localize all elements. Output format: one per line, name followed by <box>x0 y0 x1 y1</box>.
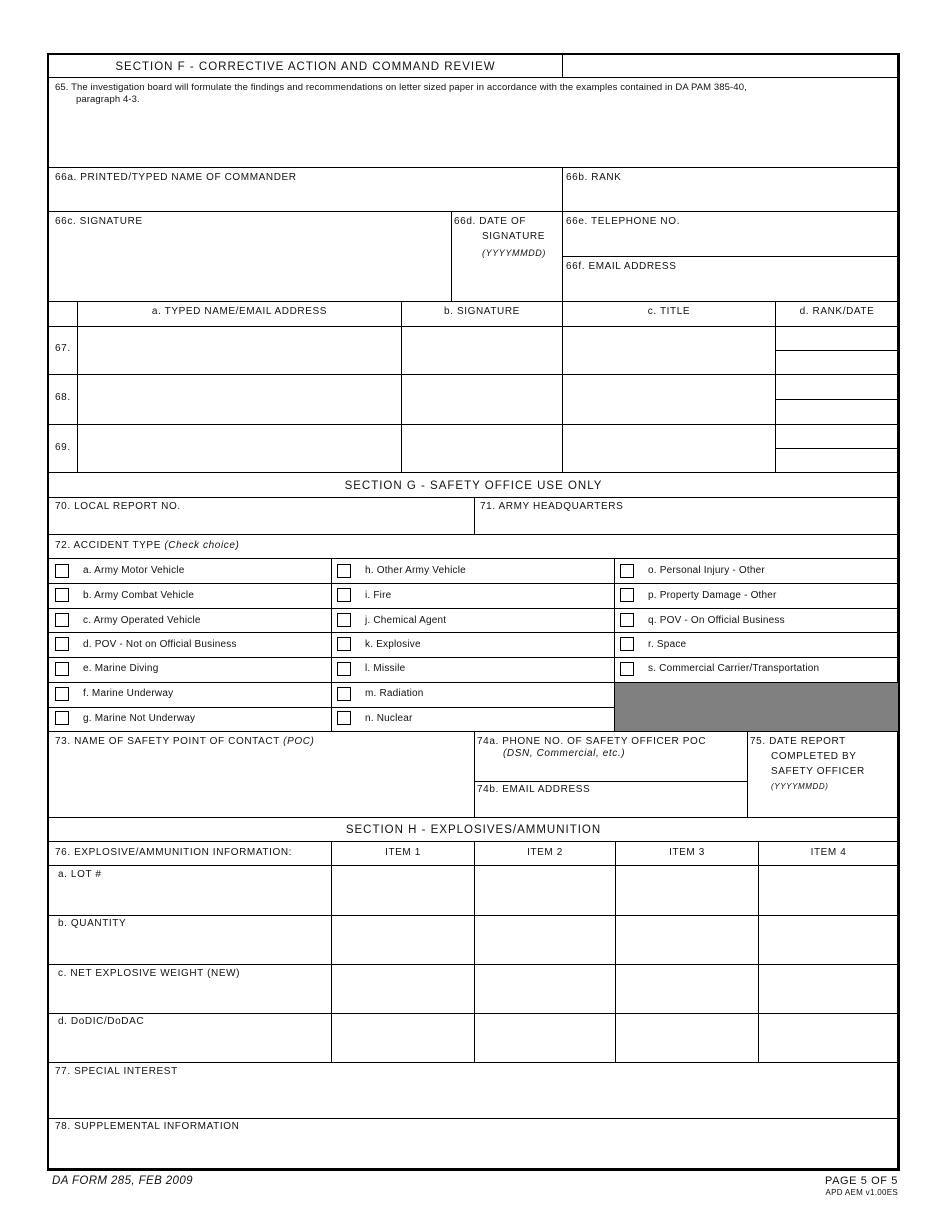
lot-item-3[interactable] <box>616 866 758 914</box>
army-hq-field[interactable] <box>475 515 897 533</box>
checkbox-marine-diving[interactable] <box>55 662 69 676</box>
row-67-rank[interactable] <box>776 327 898 350</box>
dodic-item-1[interactable] <box>332 1014 474 1061</box>
item-4-header: ITEM 4 <box>810 847 847 858</box>
item-74a-label: 74a. PHONE NO. OF SAFETY OFFICER POC <box>477 736 707 747</box>
safety-officer-phone-field[interactable] <box>475 761 747 780</box>
checkbox-space[interactable] <box>620 637 634 651</box>
checkbox-fire[interactable] <box>337 588 351 602</box>
label-radiation: m. Radiation <box>365 688 424 699</box>
date-report-completed-field[interactable] <box>748 794 897 816</box>
new-item-4[interactable] <box>759 965 898 1013</box>
row-69-name[interactable] <box>78 425 401 471</box>
checkbox-personal-injury-other[interactable] <box>620 564 634 578</box>
row-dodic-label: d. DoDIC/DoDAC <box>58 1016 145 1027</box>
checkbox-army-operated-vehicle[interactable] <box>55 613 69 627</box>
checkbox-marine-not-underway[interactable] <box>55 711 69 725</box>
label-army-combat-vehicle: b. Army Combat Vehicle <box>83 590 195 601</box>
checkbox-explosive[interactable] <box>337 637 351 651</box>
item-72-label: 72. ACCIDENT TYPE (Check choice) <box>55 540 240 551</box>
section-g-title: SECTION G - SAFETY OFFICE USE ONLY <box>344 480 603 492</box>
safety-poc-name-field[interactable] <box>49 750 473 815</box>
item-65-text: 65. The investigation board will formulate the findings and recommendations on letter sized paper in accordance with the examples contained in DA PAM 385-40, <box>55 82 747 93</box>
section-h-title: SECTION H - EXPLOSIVES/AMMUNITION <box>345 824 602 836</box>
safety-officer-email-field[interactable] <box>475 798 747 816</box>
item-73-label: 73. NAME OF SAFETY POINT OF CONTACT (POC) <box>55 736 315 747</box>
col-a-header: a. TYPED NAME/EMAIL ADDRESS <box>151 306 328 317</box>
label-space: r. Space <box>648 639 687 650</box>
checkbox-nuclear[interactable] <box>337 711 351 725</box>
item-75-label-1: 75. DATE REPORT <box>750 736 846 747</box>
quantity-item-2[interactable] <box>475 916 615 964</box>
item-70-label: 70. LOCAL REPORT NO. <box>55 501 181 512</box>
item-3-header: ITEM 3 <box>669 847 705 858</box>
row-68-signature[interactable] <box>402 375 562 423</box>
label-army-motor-vehicle: a. Army Motor Vehicle <box>83 565 185 576</box>
findings-area[interactable] <box>49 106 898 166</box>
row-new-label: c. NET EXPLOSIVE WEIGHT (NEW) <box>58 968 241 979</box>
label-pov-official: q. POV - On Official Business <box>648 615 785 626</box>
item-75-label-2: COMPLETED BY <box>771 751 857 762</box>
item-66b-label: 66b. RANK <box>566 172 622 183</box>
row-69-signature[interactable] <box>402 425 562 471</box>
checkbox-army-motor-vehicle[interactable] <box>55 564 69 578</box>
new-item-1[interactable] <box>332 965 474 1013</box>
new-item-3[interactable] <box>616 965 758 1013</box>
dodic-item-4[interactable] <box>759 1014 898 1061</box>
checkbox-army-combat-vehicle[interactable] <box>55 588 69 602</box>
label-property-damage-other: p. Property Damage - Other <box>648 590 777 601</box>
row-68-date[interactable] <box>776 400 898 423</box>
section-f-title: SECTION F - CORRECTIVE ACTION AND COMMAND REVIEW <box>115 61 496 73</box>
label-marine-diving: e. Marine Diving <box>83 663 159 674</box>
row-67-name[interactable] <box>78 327 401 373</box>
quantity-item-3[interactable] <box>616 916 758 964</box>
special-interest-field[interactable] <box>49 1080 898 1117</box>
item-65-text-cont: paragraph 4-3. <box>76 94 140 105</box>
item-66d-label-1: 66d. DATE OF <box>454 216 527 227</box>
checkbox-missile[interactable] <box>337 662 351 676</box>
item-2-header: ITEM 2 <box>527 847 563 858</box>
item-66a-label: 66a. PRINTED/TYPED NAME OF COMMANDER <box>55 172 297 183</box>
label-commercial-carrier: s. Commercial Carrier/Transportation <box>648 663 820 674</box>
item-66f-label: 66f. EMAIL ADDRESS <box>566 261 677 272</box>
page-number: PAGE 5 OF 5 <box>824 1175 898 1187</box>
item-66c-label: 66c. SIGNATURE <box>55 216 143 227</box>
checkbox-marine-underway[interactable] <box>55 687 69 701</box>
item-66e-label: 66e. TELEPHONE NO. <box>566 216 680 227</box>
row-68-name[interactable] <box>78 375 401 423</box>
row-68-title[interactable] <box>563 375 775 423</box>
commander-signature-field[interactable] <box>49 230 450 300</box>
label-personal-injury-other: o. Personal Injury - Other <box>648 565 765 576</box>
item-74a-note: (DSN, Commercial, etc.) <box>503 748 626 759</box>
label-fire: i. Fire <box>365 590 392 601</box>
row-67-label: 67. <box>55 343 71 354</box>
item-71-label: 71. ARMY HEADQUARTERS <box>480 501 624 512</box>
telephone-field[interactable] <box>564 230 897 255</box>
dodic-item-2[interactable] <box>475 1014 615 1061</box>
form-version: APD AEM v1.00ES <box>825 1188 898 1197</box>
label-explosive: k. Explosive <box>365 639 421 650</box>
item-77-label: 77. SPECIAL INTEREST <box>55 1066 178 1077</box>
shaded-unused-area <box>615 683 898 731</box>
lot-item-1[interactable] <box>332 866 474 914</box>
col-c-header: c. TITLE <box>647 306 691 317</box>
label-nuclear: n. Nuclear <box>365 713 413 724</box>
lot-item-4[interactable] <box>759 866 898 914</box>
label-marine-not-underway: g. Marine Not Underway <box>83 713 196 724</box>
dodic-item-3[interactable] <box>616 1014 758 1061</box>
row-69-label: 69. <box>55 442 71 453</box>
checkbox-chemical-agent[interactable] <box>337 613 351 627</box>
checkbox-commercial-carrier[interactable] <box>620 662 634 676</box>
label-army-operated-vehicle: c. Army Operated Vehicle <box>83 615 201 626</box>
item-66d-label-3: (YYYYMMDD) <box>482 248 546 258</box>
checkbox-property-damage-other[interactable] <box>620 588 634 602</box>
row-lot-label: a. LOT # <box>58 869 102 880</box>
item-78-label: 78. SUPPLEMENTAL INFORMATION <box>55 1121 240 1132</box>
quantity-item-1[interactable] <box>332 916 474 964</box>
local-report-no-field[interactable] <box>49 515 473 533</box>
supplemental-info-field[interactable] <box>49 1135 898 1167</box>
item-1-header: ITEM 1 <box>385 847 421 858</box>
label-other-army-vehicle: h. Other Army Vehicle <box>365 565 466 576</box>
row-68-rank[interactable] <box>776 375 898 399</box>
row-67-signature[interactable] <box>402 327 562 373</box>
checkbox-pov-official[interactable] <box>620 613 634 627</box>
item-66d-label-2: SIGNATURE <box>482 231 545 242</box>
col-b-header: b. SIGNATURE <box>444 306 520 317</box>
row-69-date[interactable] <box>776 449 898 471</box>
commander-name-field[interactable] <box>49 186 561 210</box>
row-69-rank[interactable] <box>776 425 898 448</box>
form-number: DA FORM 285, FEB 2009 <box>52 1175 193 1187</box>
lot-item-2[interactable] <box>475 866 615 914</box>
col-d-header: d. RANK/DATE <box>799 306 875 317</box>
row-67-title[interactable] <box>563 327 775 373</box>
new-item-2[interactable] <box>475 965 615 1013</box>
item-76-label: 76. EXPLOSIVE/AMMUNITION INFORMATION: <box>55 847 293 858</box>
label-marine-underway: f. Marine Underway <box>83 688 174 699</box>
label-pov-not-official: d. POV - Not on Official Business <box>83 639 237 650</box>
quantity-item-4[interactable] <box>759 916 898 964</box>
row-69-title[interactable] <box>563 425 775 471</box>
checkbox-other-army-vehicle[interactable] <box>337 564 351 578</box>
row-68-label: 68. <box>55 392 71 403</box>
row-quantity-label: b. QUANTITY <box>58 918 127 929</box>
checkbox-pov-not-official[interactable] <box>55 637 69 651</box>
item-74b-label: 74b. EMAIL ADDRESS <box>477 784 591 795</box>
label-chemical-agent: j. Chemical Agent <box>365 615 447 626</box>
row-67-date[interactable] <box>776 351 898 373</box>
commander-rank-field[interactable] <box>564 186 897 210</box>
section-f-extra-field[interactable] <box>563 54 898 77</box>
checkbox-radiation[interactable] <box>337 687 351 701</box>
label-missile: l. Missile <box>365 663 406 674</box>
item-75-label-4: (YYYYMMDD) <box>771 782 829 791</box>
email-field[interactable] <box>564 275 897 300</box>
signature-date-field[interactable] <box>452 262 561 300</box>
item-75-label-3: SAFETY OFFICER <box>771 766 865 777</box>
